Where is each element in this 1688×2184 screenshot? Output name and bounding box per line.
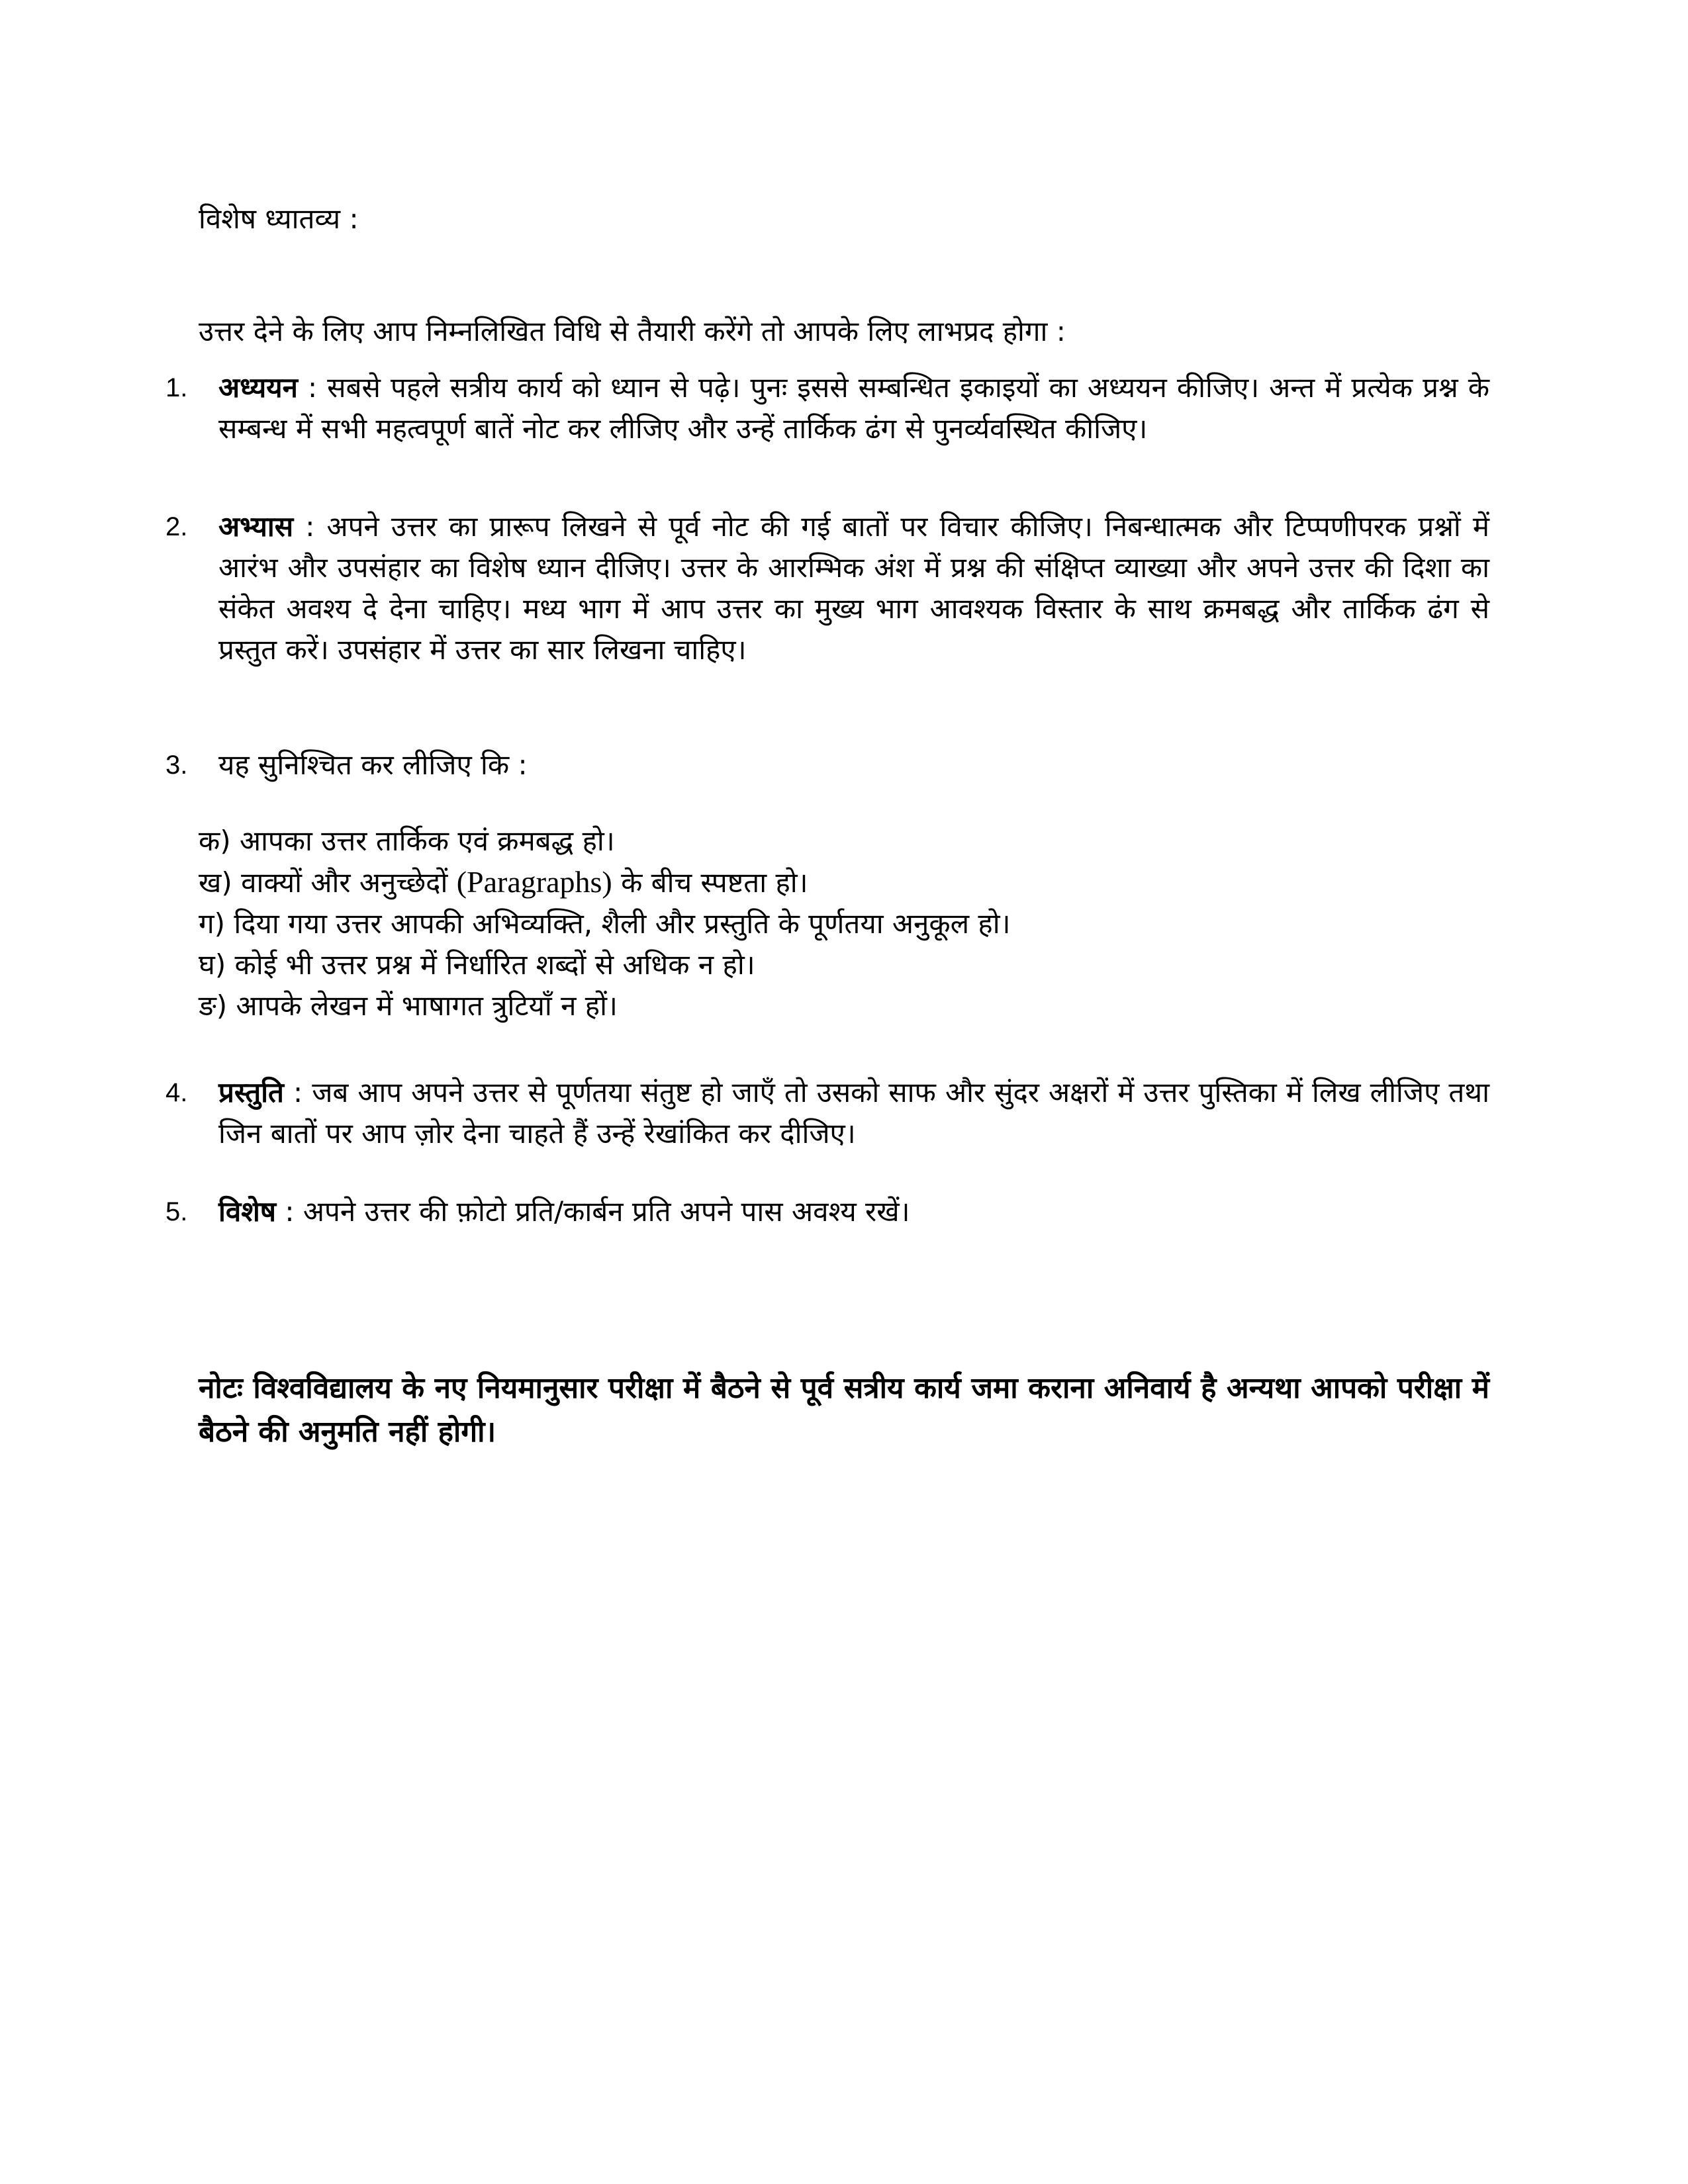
english-term: (Paragraphs) — [456, 865, 612, 899]
item-term: अध्ययन — [218, 371, 298, 404]
list-item — [165, 1072, 1489, 1154]
item-text: यह सुनिश्चित कर लीजिए कि : — [218, 749, 528, 781]
checklist-text: ख) वाक्यों और अनुच्छेदों — [199, 866, 457, 899]
item-body — [218, 1072, 1489, 1154]
checklist-text: के बीच स्पष्टता हो। — [612, 866, 808, 899]
item-number: 2. — [165, 512, 188, 541]
list-item — [165, 745, 1489, 786]
item-text: : अपने उत्तर की फ़ोटो प्रति/कार्बन प्रति अपने पास अवश्य रखें। — [276, 1195, 910, 1228]
item-term: अभ्यास — [218, 510, 294, 543]
item-term: प्रस्तुति — [218, 1076, 284, 1109]
important-note: नोटः विश्वविद्यालय के नए नियमानुसार परीक्षा में बैठने से पूर्व सत्रीय कार्य जमा कराना अनिवार्य है अन्यथा आपको परीक्षा में बैठने की अनुमति नहीं होगी। — [199, 1371, 1489, 1449]
item-body — [218, 367, 1489, 449]
item-text: : अपने उत्तर का प्रारूप लिखने से पूर्व नोट की गई बातों पर विचार कीजिए। निबन्धात्मक और टिप्पणीपरक प्रश्नों में आरंभ और उपसंहार का विशेष ध्यान दीजिए। उत्तर के आरम्भिक अंश में प्रश्न की संक्षिप्त व्याख्या और अपने उत्तर की दिशा का संकेत अवश्य दे देना चाहिए। मध्य भाग में आप उत्तर का मुख्य भाग आवश्यक विस्तार के साथ क्रमबद्ध और तार्किक ढंग से प्रस्तुत करें। उपसंहार में उत्तर का सार लिखना चाहिए। — [218, 510, 1489, 666]
checklist-item-ga: ग) दिया गया उत्तर आपकी अभिव्यक्ति, शैली और प्रस्तुति के पूर्णतया अनुकूल हो। — [199, 907, 1011, 940]
section-heading: विशेष ध्यातव्य : — [199, 203, 359, 235]
item-body — [218, 506, 1489, 670]
list-item — [165, 506, 1489, 670]
item-number: 4. — [165, 1078, 188, 1107]
checklist — [199, 821, 1011, 1026]
checklist-item-nga: ङ) आपके लेखन में भाषागत त्रुटियाँ न हों। — [199, 989, 618, 1022]
item-text: : जब आप अपने उत्तर से पूर्णतया संतुष्ट हो जाएँ तो उसको साफ और सुंदर अक्षरों में उत्तर पुस्तिका में लिख लीजिए तथा जिन बातों पर आप ज़ोर देना चाहते हैं उन्हें रेखांकित कर दीजिए। — [218, 1076, 1489, 1150]
checklist-item-gha: घ) कोई भी उत्तर प्रश्न में निर्धारित शब्दों से अधिक न हो। — [199, 948, 755, 981]
intro-text: उत्तर देने के लिए आप निम्नलिखित विधि से तैयारी करेंगे तो आपके लिए लाभप्रद होगा : — [199, 315, 1066, 347]
item-number: 5. — [165, 1197, 188, 1226]
item-body — [218, 1191, 1489, 1232]
item-text: : सबसे पहले सत्रीय कार्य को ध्यान से पढ़े। पुनः इससे सम्बन्धित इकाइयों का अध्ययन कीजिए। अन्त में प्रत्येक प्रश्न के सम्बन्ध में सभी महत्वपूर्ण बातें नोट कर लीजिए और उन्हें तार्किक ढंग से पुनर्व्यवस्थित कीजिए। — [218, 371, 1489, 445]
checklist-item-kha — [199, 862, 1011, 903]
list-item — [165, 367, 1489, 449]
item-number: 1. — [165, 373, 188, 402]
checklist-item-ka: क) आपका उत्तर तार्किक एवं क्रमबद्ध हो। — [199, 825, 615, 857]
item-number: 3. — [165, 751, 188, 780]
item-body — [218, 745, 1489, 786]
list-item — [165, 1191, 1489, 1232]
item-term: विशेष — [218, 1195, 277, 1228]
